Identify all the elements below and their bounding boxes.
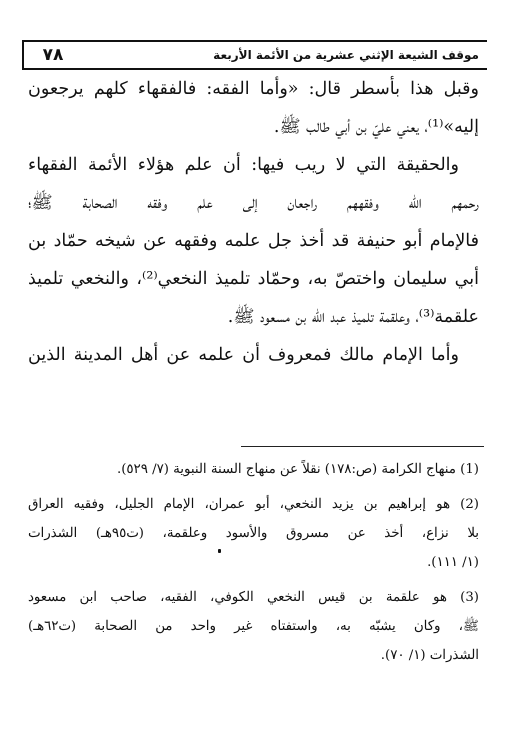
footnotes [28,455,479,670]
text-line: علقمة⁽³⁾، وعلقمة تلميذ عبد الله بن مسعود ﷺ. [227,307,479,327]
page-number: ٧٨ [22,42,82,68]
text-line: وأما الإمام مالك فمعروف أن علمه عن أهل المدينة الذين [28,345,459,365]
text-line: وقبل هذا بأسطر قال: «وأما الفقه: فالفقهاء كلهم يرجعون [28,79,479,99]
main-text [28,70,479,374]
footnote-2-line: (2) هو إبراهيم بن يزيد النخعي، أبو عمران، الإمام الجليل، وفقيه العراق [28,497,479,512]
text-line: والحقيقة التي لا ريب فيها: أن علم هؤلاء الأئمة الفقهاء [28,155,459,175]
text-line: فالإمام أبو حنيفة قد أخذ جل علمه وفقهه عن شيخه حمّاد بن [28,231,479,251]
text-line: أبي سليمان واختصّ به، وحمّاد تلميذ النخعي⁽²⁾، والنخعي تلميذ [28,269,479,289]
header-title: موقف الشيعة الإثني عشرية من الأئمة الأربعة [213,48,479,62]
footnote-separator [241,446,484,447]
footnote-3-line: (3) هو علقمة بن قيس النخعي الكوفي، الفقيه، صاحب ابن مسعود [28,590,479,605]
footnote-2-line: بلا نزاع، أخذ عن مسروق والأسود وعلقمة، (ت٩٥هـ) الشذرات [28,526,479,541]
footnote-2-line: (١/ ١١١). [427,555,479,570]
footnote-1-line: (1) منهاج الكرامة (ص:١٧٨) نقلاً عن منهاج السنة النبوية (٧/ ٥٢٩). [116,462,479,477]
text-line: إليه»⁽¹⁾، يعني عليّ بن أبي طالب ﷺ. [273,117,479,137]
running-header [22,40,487,70]
text-line: رحمهم الله وفقههم راجعان إلى علم وفقه الصحابة ﷺ؛ [28,193,479,213]
stray-ink-mark [218,549,221,553]
footnote-3-line: ﷺ، وكان يشبّه به، واستفتاه غير واحد من الصحابة (ت٦٢هـ) [28,619,479,634]
footnote-3-line: الشذرات (١/ ٧٠). [380,648,479,663]
